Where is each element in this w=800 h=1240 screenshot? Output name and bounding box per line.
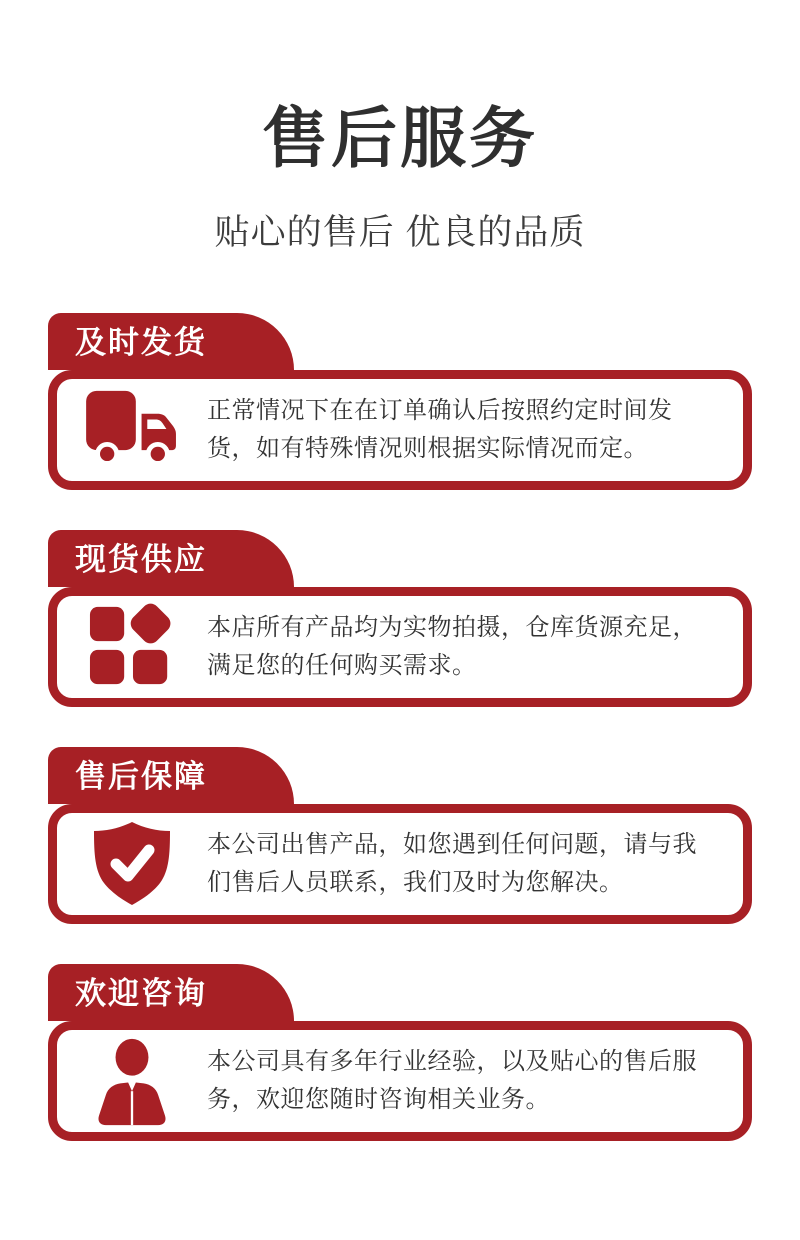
section-welcome-inquiry xyxy=(48,964,752,1141)
section-tab-label: 欢迎咨询 xyxy=(48,964,294,1021)
section-description: 本公司具有多年行业经验，以及贴心的售后服务，欢迎您随时咨询相关业务。 xyxy=(207,1047,697,1113)
person-icon xyxy=(57,1035,207,1127)
stock-blocks-icon xyxy=(57,603,207,691)
service-sections xyxy=(48,313,752,1141)
section-tab-label: 现货供应 xyxy=(48,530,294,587)
section-description: 本公司出售产品，如您遇到任何问题，请与我们售后人员联系，我们及时为您解决。 xyxy=(207,830,697,896)
section-description: 正常情况下在在订单确认后按照约定时间发货，如有特殊情况则根据实际情况而定。 xyxy=(207,396,673,462)
section-tab-label: 售后保障 xyxy=(48,747,294,804)
section-card xyxy=(48,587,752,707)
shield-check-icon xyxy=(57,819,207,909)
page-header xyxy=(0,0,800,257)
section-stock-supply xyxy=(48,530,752,707)
truck-icon xyxy=(57,387,207,473)
section-after-sales-guarantee xyxy=(48,747,752,924)
section-card xyxy=(48,804,752,924)
section-tab-label: 及时发货 xyxy=(48,313,294,370)
page-subtitle: 贴心的售后 优良的品质 xyxy=(214,213,586,253)
section-card xyxy=(48,1021,752,1141)
page-title: 售后服务 xyxy=(262,101,538,175)
section-timely-shipping xyxy=(48,313,752,490)
section-card xyxy=(48,370,752,490)
section-description: 本店所有产品均为实物拍摄，仓库货源充足，满足您的任何购买需求。 xyxy=(207,613,697,679)
